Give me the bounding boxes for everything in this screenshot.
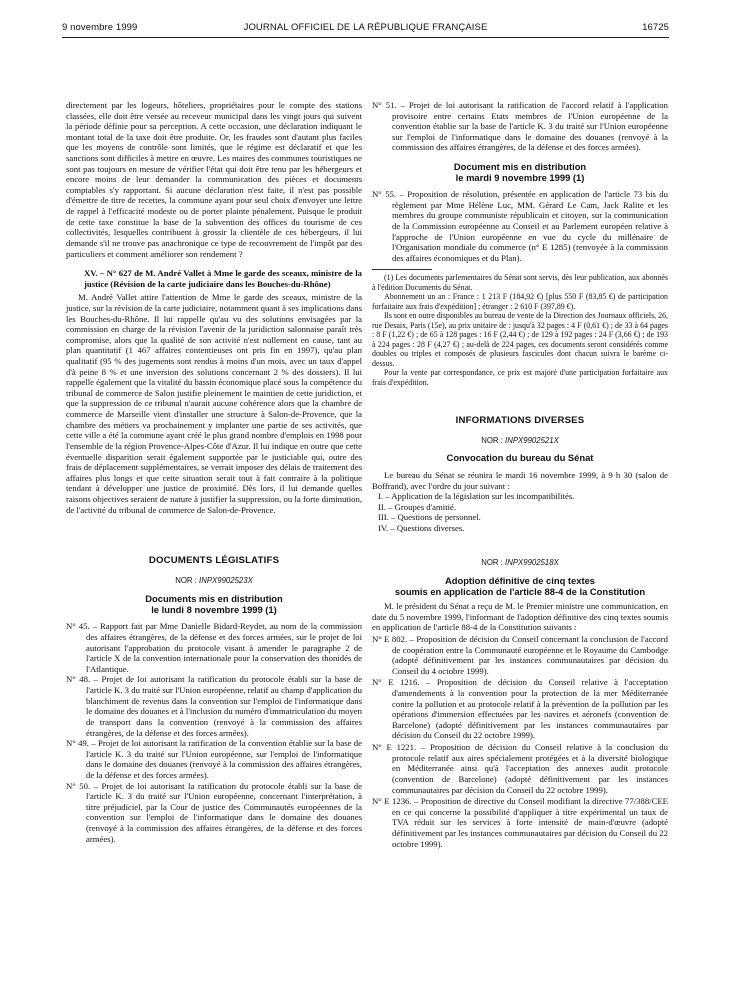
footnote-2: Abonnement un an : France : 1 213 F (184,92 €) [plus 550 F (83,85 €) de participation forfaitaire aux frais d'expédition] ; étranger : 2 610 F (397,89 €). — [372, 292, 668, 311]
footnote-1: (1) Les documents parlementaires du Sénat sont servis, dès leur publication, aux abonnés à l'édition Documents du Sénat. — [372, 273, 668, 292]
nor-line-3 — [372, 558, 668, 568]
page-header — [62, 22, 669, 36]
nor-label: NOR : — [175, 575, 197, 585]
convocation-title: Convocation du bureau du Sénat — [446, 452, 594, 464]
section-title-documents: DOCUMENTS LÉGISLATIFS — [148, 555, 280, 567]
agenda-list — [372, 491, 668, 533]
list-item: N° 45. – Rapport fait par Mme Danielle Bidard-Reydet, au nom de la commission des affaires étrangères, de la défense et des forces armées, sur le projet de loi autorisant l'approbation du protocole visant à amender le paragraphe 2 de l'article X de la convention internationale pour la conservation des thonidés de l'Atlantique. — [66, 621, 362, 674]
header-date: 9 novembre 1999 — [62, 22, 138, 33]
nor-code-2: INPX9902521X — [505, 435, 559, 445]
section-title-informations: INFORMATIONS DIVERSES — [455, 415, 585, 427]
footnote-rule — [372, 269, 432, 270]
agenda-item: I. – Application de la législation sur les incompatibilités. — [378, 491, 575, 502]
footnotes — [372, 273, 668, 387]
list-item: N° 51. – Projet de loi autorisant la ratification de l'accord relatif à l'application provisoire entre certains Etats membres de l'Union européenne de la convention établie sur la base de l'article K. 3 du traité sur l'Union européenne sur l'emploi de l'informatique dans le domaine des douanes (renvoyé à la commission des affaires étrangères, de la défense et des forces armées). — [372, 100, 668, 153]
adoption-intro: M. le président du Sénat a reçu de M. le Premier ministre une communication, en date du 5 novembre 1999, l'informant de l'adoption définitive des cinq textes soumis en application de l'article 88-4 de la Constitution suivants : — [372, 601, 668, 633]
footnote-4: Pour la vente par correspondance, ce prix est majoré d'une participation forfaitaire aux frais d'expédition. — [372, 368, 668, 387]
agenda-item: III. – Questions de personnel. — [378, 512, 481, 523]
distribution-title-2-line2: le mardi 9 novembre 1999 (1) — [455, 171, 585, 183]
list-item: N° 48. – Projet de loi autorisant la ratification du protocole établi sur la base de l'article K. 3 du traité sur l'Union européenne, relatif au champ d'application du blanchiment de revenus dans la convention sur l'emploi de l'informatique dans le domaine des douanes et à l'inclusion du numéro d'immatriculation du moyen de transport dans la convention (renvoyé à la commission des affaires étrangères, de la défense et des forces armées). — [66, 674, 362, 738]
nor-line — [66, 576, 362, 586]
distribution-title-line1: Documents mis en distribution — [145, 593, 283, 605]
header-rule — [62, 37, 669, 38]
intro-paragraph: directement par les logeurs, hôteliers, propriétaires pour le compte des stations classées, elle doit être versée au receveur municipal dans les vingt jours qui suivent la période définie pour sa perception. A cette occasion, une déclaration indiquant le montant total de la taxe doit être produite. Or, les fraudes sont d'autant plus faciles que les moyens de contrôle sont limités, que le régime est déclaratif et que les sanctions sont difficiles à mettre en œuvre. Les maires des communes touristiques ne sont pas toujours en mesure de vérifier l'état qui doit être tenu par les hébergeurs et encore moins de leur demander la communication des pièces et documents comptables s'y rapportant. Si aucune déclaration n'est faite, il n'est pas possible d'émettre de titre de recettes, la commune ayant pour seul choix d'envoyer une lettre de rappel à l'efficacité modeste ou de porter plainte pénalement. Puisque le produit de cette taxe constitue la base de la subvention des offices du tourisme de ces collectivités, lesquelles contribuent à grossir la clientèle de ces hébergeurs, il lui demande s'il ne trouve pas anachronique ce type de recouvrement de l'impôt par des particuliers et comment améliorer son rendement ? — [66, 100, 362, 259]
agenda-item: IV. – Questions diverses. — [378, 522, 465, 533]
nor-code-3: INPX9902518X — [505, 557, 559, 567]
distribution-title-2-line1: Document mis en distribution — [453, 161, 587, 173]
list-item: N° E 1221. – Proposition de décision du Conseil relative à la conclusion du protocole relatif aux aires spécialement protégées et à la diversité biologique en Méditerranée ainsi qu'à l'acceptation des annexes audit protocole (convention de Barcelone) (adopté définitivement par les instances communautaires par décision du Conseil du 22 octobre 1999). — [372, 742, 668, 795]
convocation-text: Le bureau du Sénat se réunira le mardi 16 novembre 1999, à 9 h 30 (salon de Boffrand), avec l'ordre du jour suivant : — [372, 469, 668, 491]
nor-label-2: NOR : — [481, 435, 503, 445]
agenda-item: II. – Groupes d'amitié. — [378, 501, 457, 512]
nor-label-3: NOR : — [481, 557, 503, 567]
question-heading: XV. – N° 627 de M. André Vallet à Mme le garde des sceaux, ministre de la justice (Révision de la carte judiciaire dans les Bouches-du-Rhône) — [84, 268, 362, 289]
list-item: N° E 1216. – Proposition de décision du Conseil relative à l'acceptation d'amendements à la convention pour la protection de la mer Méditerranée contre la pollution et au protocole relatif à la prévention de la pollution par les opérations d'immersion effectuées par les navires et aéronefs (convention de Barcelone) (adopté définitivement par les instances communautaires par décision du Conseil du 22 octobre 1999). — [372, 677, 668, 741]
adoption-title-line1: Adoption définitive de cinq textes — [444, 575, 595, 587]
footnote-3: Ils sont en outre disponibles au bureau de vente de la Direction des Journaux officiels, 26, rue Desaix, Paris (15e), au prix unitaire de : jusqu'à 32 pages : 4 F (0,61 €) ; de 33 à 64 pages : 8 F (1,22 €) ; de 65 à 128 pages : 16 F (2,44 €) ; de 129 à 192 pages : 24 F (3,66 €) ; de 193 à 224 pages : 28 F (4,27 €) ; au-delà de 224 pages, ces documents seront considérés comme doubles ou triples et composés de plusieurs fascicules dont chacun suivra le barème ci-dessus. — [372, 311, 668, 368]
distribution-title-line2: le lundi 8 novembre 1999 (1) — [151, 603, 277, 615]
list-item: N° 50. – Projet de loi autorisant la ratification du protocole établi sur la base de l'article K. 3 du traité sur l'Union européenne, concernant l'interprétation, à titre préjudiciel, par la Cour de justice des Communautés européennes de la convention sur l'emploi de l'informatique dans le domaine des douanes (renvoyé à la commission des affaires étrangères, de la défense et des forces armées). — [66, 780, 362, 844]
distribution-title-2 — [372, 162, 668, 183]
question-body: M. André Vallet attire l'attention de Mme le garde des sceaux, ministre de la justice, sur la révision de la carte judiciaire, notamment quant à ses implications dans les Bouches-du-Rhône. Il lui rappelle qu'au vu des solutions envisagées par la commission en charge de la révision l'avenir de la juridiction salonnaise paraît très compromise, alors que la qualité de son activité n'est nullement en cause, tant au plan quantitatif (1 467 affaires contentieuses ont pris fin en 1997), qu'au plan qualitatif (95 % des jugements sont rendus à moins d'un mois, avec un taux d'appel d'à peine 8 % et une inversion des solutions concernant 2 % des dossiers). Il lui rappelle également que la vitalité du bassin économique placé sous la compétence du tribunal de commerce de Salon justifie pleinement le maintien de cette juridiction, et que la suppression de ce tribunal n'aurait aucune cohérence alors que la chambre de commerce de Marseille vient d'installer une structure à Salon-de-Provence, que la chambre des métiers va prochainement y implanter une partie de ses activités, que cette ville a été la commune ayant créé le plus grand nombre d'emplois en 1998 pour l'ensemble de la région Provence-Alpes-Côte d'Azur. Il lui indique en outre que cette éventuelle disparition serait également supportée par le justiciable qui, outre des frais de déplacement supplémentaires, se verrait imposer des délais de traitement des affaires plus longs et que cette situation serait tout à fait contraire à la politique tendant à développer une justice de proximité. Dès lors, il lui demande quelles raisons objectives seraient de nature à justifier la suppression, ou la forte diminution, de l'activité du tribunal de commerce de Salon-de-Provence. — [66, 292, 363, 515]
nor-line-2 — [372, 436, 668, 446]
list-item: N° E 1236. – Proposition de directive du Conseil modifiant la directive 77/388/CEE en ce qui concerne la possibilité d'appliquer à titre expérimental un taux de TVA réduit sur les services à forte intensité de main-d'œuvre (adopté définitivement par les instances communautaires par décision du Conseil du 22 octobre 1999). — [372, 796, 668, 849]
list-item: N° 55. – Proposition de résolution, présentée en application de l'article 73 bis du règlement par Mme Hélène Luc, MM. Gérard Le Cam, Jack Ralite et les membres du groupe communiste républicain et citoyen, sur la communication de la Commission européenne au Conseil et au Parlement européen relative à l'approche de l'Union européenne en vue du cycle du millénaire de l'Organisation mondiale du commerce (n° E 1285) (renvoyée à la commission des affaires économiques et du Plan). — [372, 189, 668, 263]
journal-title: JOURNAL OFFICIEL DE LA RÉPUBLIQUE FRANÇAISE — [243, 22, 488, 33]
adoption-title — [372, 576, 668, 597]
page-number: 16725 — [642, 22, 669, 33]
left-column — [66, 100, 362, 844]
adoption-title-line2: soumis en application de l'article 88-4 de la Constitution — [394, 585, 646, 597]
list-item: N° E 802. – Proposition de décision du Conseil concernant la conclusion de l'accord de coopération entre la Communauté européenne et le Royaume du Cambodge (adopté définitivement par les instances communautaires par décision du Conseil du 4 octobre 1999). — [372, 633, 668, 676]
nor-code: INPX9902523X — [199, 575, 253, 585]
distribution-title — [66, 594, 362, 615]
list-item: N° 49. – Projet de loi autorisant la ratification de la convention établie sur la base de l'article K. 3 du traité sur l'Union européenne, sur l'emploi de l'informatique dans le domaine des douanes (renvoyé à la commission des affaires étrangères, de la défense et des forces armées). — [66, 738, 362, 780]
right-column — [372, 102, 668, 849]
